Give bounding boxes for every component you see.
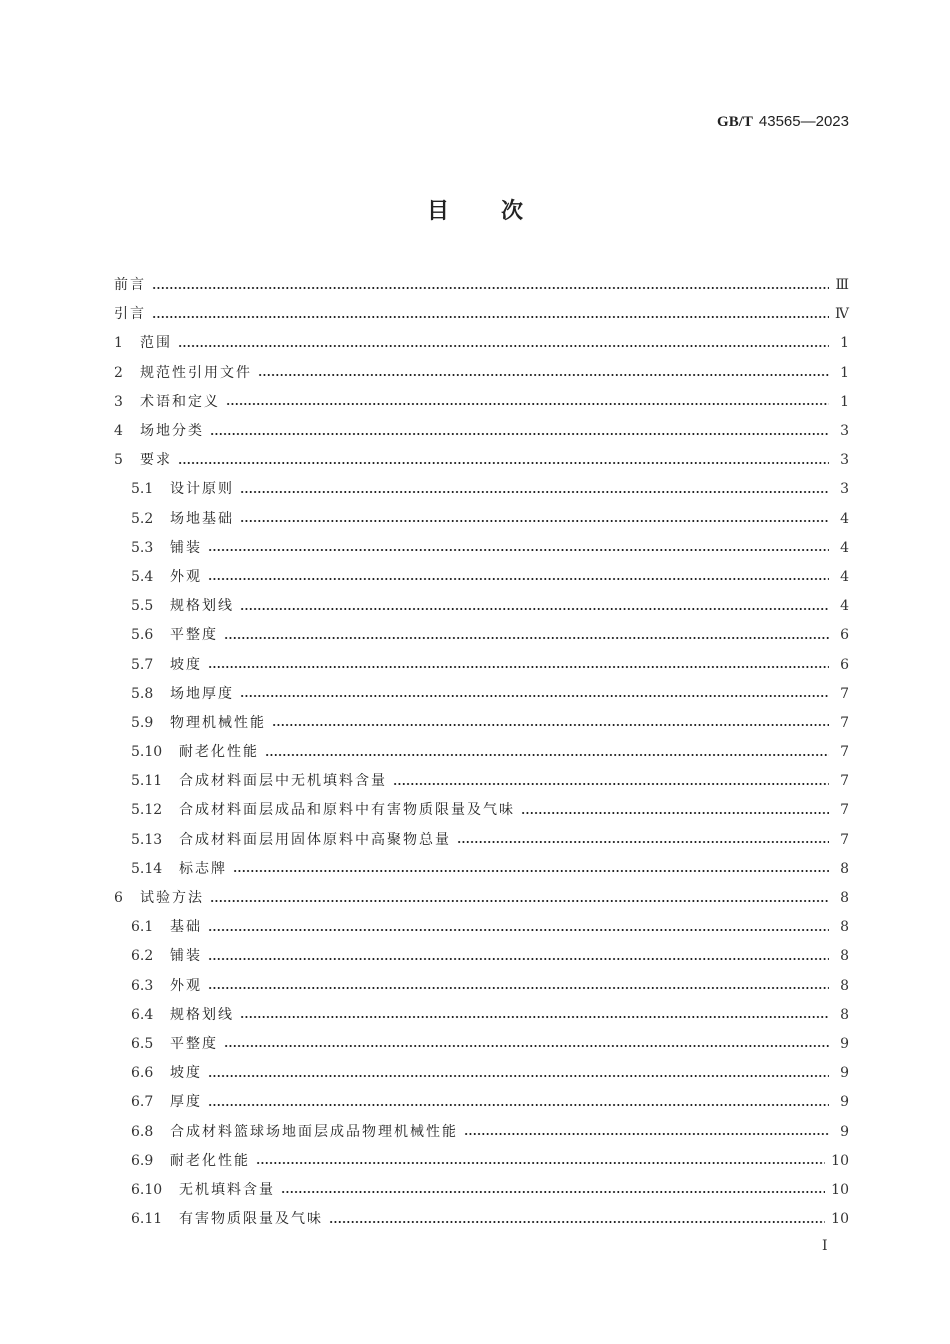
- toc-entry[interactable]: [114, 1059, 849, 1088]
- toc-entry-number: 5.6: [131, 627, 154, 644]
- toc-entry-number: 6.2: [131, 948, 154, 965]
- toc-entry-page: 1: [840, 364, 849, 381]
- toc-entry[interactable]: [114, 1030, 849, 1059]
- toc-entry-number: 5.10: [131, 744, 163, 761]
- dot-leader: [226, 403, 829, 405]
- toc-entry-number: 6.9: [131, 1152, 154, 1169]
- toc-entry-number: 5.2: [131, 510, 154, 527]
- toc-entry-title: 合成材料面层用固体原料中高聚物总量: [179, 831, 451, 848]
- toc-entry-page: 3: [840, 481, 849, 498]
- toc-entry-number: 6.8: [131, 1123, 154, 1140]
- dot-leader: [240, 520, 829, 522]
- toc-entry-page: 8: [840, 977, 849, 994]
- toc-entry-page: 8: [840, 890, 849, 907]
- dot-leader: [240, 608, 829, 610]
- toc-entry-number: 5: [114, 452, 123, 469]
- toc-entry-title: 耐老化性能: [170, 1152, 250, 1169]
- dot-leader: [208, 549, 829, 551]
- toc-entry-title: 物理机械性能: [170, 714, 266, 731]
- toc-entry[interactable]: [114, 534, 849, 563]
- toc-entry[interactable]: [114, 972, 849, 1001]
- toc-entry-title: 平整度: [170, 627, 218, 644]
- toc-entry-title: 耐老化性能: [179, 744, 259, 761]
- toc-entry-title: 规格划线: [170, 1006, 234, 1023]
- dot-leader: [208, 987, 829, 989]
- toc-entry-number: 5.4: [131, 568, 154, 585]
- standard-code: [717, 113, 849, 131]
- toc-entry[interactable]: [114, 650, 849, 679]
- toc-entry-title: 合成材料篮球场地面层成品物理机械性能: [170, 1123, 458, 1140]
- toc-entry-number: 6: [114, 890, 123, 907]
- toc-entry-number: 5.5: [131, 598, 154, 615]
- toc-entry-number: 5.12: [131, 802, 163, 819]
- dot-leader: [208, 666, 829, 668]
- toc-entry-number: 1: [114, 335, 123, 352]
- dot-leader: [210, 433, 829, 435]
- toc-entry[interactable]: [114, 826, 849, 855]
- toc-entry[interactable]: [114, 359, 849, 388]
- dot-leader: [208, 929, 829, 931]
- toc-entry[interactable]: [114, 913, 849, 942]
- dot-leader: [393, 783, 829, 785]
- toc-entry-page: 1: [840, 335, 849, 352]
- toc-entry-number: 5.9: [131, 714, 154, 731]
- table-of-contents: [114, 271, 849, 1234]
- toc-entry-page: 10: [831, 1211, 849, 1228]
- dot-leader: [272, 724, 829, 726]
- toc-entry-number: 5.8: [131, 685, 154, 702]
- toc-entry-page: 7: [840, 831, 849, 848]
- standard-prefix: GB/T: [717, 114, 753, 130]
- toc-entry-title: 场地基础: [170, 510, 234, 527]
- toc-entry-page: 6: [840, 656, 849, 673]
- toc-entry-title: 标志牌: [179, 860, 227, 877]
- dot-leader: [224, 637, 829, 639]
- toc-entry-title: 设计原则: [170, 481, 234, 498]
- toc-entry-page: 7: [840, 744, 849, 761]
- toc-entry-page: 8: [840, 1006, 849, 1023]
- toc-entry-page: 8: [840, 860, 849, 877]
- title-char-1: 目: [426, 199, 449, 224]
- toc-entry-page: 6: [840, 627, 849, 644]
- toc-entry[interactable]: [114, 475, 849, 504]
- toc-entry-page: 10: [831, 1152, 849, 1169]
- toc-entry-number: 3: [114, 393, 123, 410]
- toc-entry-title: 规格划线: [170, 598, 234, 615]
- toc-entry-title: 无机填料含量: [179, 1181, 275, 1198]
- dot-leader: [208, 578, 829, 580]
- dot-leader: [464, 1133, 829, 1135]
- dot-leader: [208, 1104, 829, 1106]
- toc-entry-number: 5.1: [131, 481, 154, 498]
- toc-entry[interactable]: [114, 592, 849, 621]
- toc-entry[interactable]: [114, 300, 849, 329]
- dot-leader: [240, 1016, 829, 1018]
- toc-entry-title: 平整度: [170, 1035, 218, 1052]
- toc-entry-page: 4: [840, 510, 849, 527]
- toc-entry[interactable]: [114, 1176, 849, 1205]
- toc-entry[interactable]: [114, 329, 849, 358]
- toc-entry[interactable]: [114, 388, 849, 417]
- dot-leader: [521, 812, 829, 814]
- toc-entry[interactable]: [114, 417, 849, 446]
- toc-entry-title: 外观: [170, 977, 202, 994]
- dot-leader: [178, 345, 829, 347]
- dot-leader: [152, 287, 829, 289]
- dot-leader: [208, 958, 829, 960]
- dot-leader: [210, 900, 829, 902]
- toc-entry[interactable]: [114, 1001, 849, 1030]
- toc-entry[interactable]: [114, 767, 849, 796]
- standard-number: 43565—2023: [758, 113, 849, 130]
- toc-entry-page: 7: [840, 714, 849, 731]
- toc-entry-number: 4: [114, 423, 123, 440]
- page-number: I: [822, 1238, 828, 1254]
- toc-entry[interactable]: [114, 738, 849, 767]
- toc-entry-page: 9: [840, 1123, 849, 1140]
- toc-entry[interactable]: [114, 855, 849, 884]
- toc-entry[interactable]: [114, 621, 849, 650]
- toc-entry-title: 规范性引用文件: [140, 364, 252, 381]
- toc-entry-number: 6.4: [131, 1006, 154, 1023]
- toc-entry-page: 4: [840, 568, 849, 585]
- toc-entry-number: 6.5: [131, 1035, 154, 1052]
- toc-entry-number: 6.1: [131, 919, 154, 936]
- toc-entry[interactable]: [114, 563, 849, 592]
- toc-entry-page: 9: [840, 1094, 849, 1111]
- toc-entry[interactable]: [114, 796, 849, 825]
- toc-entry-title: 合成材料面层成品和原料中有害物质限量及气味: [179, 802, 515, 819]
- toc-entry[interactable]: [114, 884, 849, 913]
- toc-entry-number: 5.13: [131, 831, 163, 848]
- dot-leader: [329, 1221, 825, 1223]
- toc-entry[interactable]: [114, 1147, 849, 1176]
- toc-entry-page: 3: [840, 423, 849, 440]
- toc-entry-number: 5.11: [131, 773, 163, 790]
- toc-entry[interactable]: [114, 942, 849, 971]
- toc-entry-page: 7: [840, 802, 849, 819]
- toc-entry-title: 外观: [170, 568, 202, 585]
- dot-leader: [224, 1045, 829, 1047]
- toc-entry-title: 范围: [140, 335, 172, 352]
- dot-leader: [256, 1162, 825, 1164]
- toc-entry-number: 6.11: [131, 1211, 163, 1228]
- toc-entry-number: 6.6: [131, 1065, 154, 1082]
- toc-entry-number: 5.14: [131, 860, 163, 877]
- dot-leader: [152, 316, 829, 318]
- toc-entry[interactable]: [114, 1205, 849, 1234]
- toc-entry-number: 6.7: [131, 1094, 154, 1111]
- toc-entry-page: 9: [840, 1035, 849, 1052]
- toc-entry-page: 1: [840, 393, 849, 410]
- toc-entry-title: 场地分类: [140, 423, 204, 440]
- toc-entry-page: Ⅳ: [835, 306, 849, 323]
- toc-entry-number: 2: [114, 364, 123, 381]
- dot-leader: [208, 1075, 829, 1077]
- toc-entry-number: 6.10: [131, 1181, 163, 1198]
- toc-entry-number: 6.3: [131, 977, 154, 994]
- dot-leader: [240, 695, 829, 697]
- dot-leader: [265, 754, 829, 756]
- toc-entry-title: 有害物质限量及气味: [179, 1211, 323, 1228]
- toc-entry-title: 坡度: [170, 1065, 202, 1082]
- toc-entry-number: 5.3: [131, 539, 154, 556]
- dot-leader: [178, 462, 829, 464]
- toc-entry-title: 坡度: [170, 656, 202, 673]
- toc-entry-number: 5.7: [131, 656, 154, 673]
- toc-entry-title: 术语和定义: [140, 393, 220, 410]
- toc-entry-page: 8: [840, 919, 849, 936]
- toc-entry-page: 4: [840, 539, 849, 556]
- toc-entry-page: 7: [840, 685, 849, 702]
- toc-entry-page: 3: [840, 452, 849, 469]
- toc-entry-title: 前言: [114, 277, 146, 294]
- toc-entry[interactable]: [114, 271, 849, 300]
- toc-entry-title: 基础: [170, 919, 202, 936]
- toc-entry[interactable]: [114, 1088, 849, 1117]
- toc-entry-title: 铺装: [170, 948, 202, 965]
- toc-entry[interactable]: [114, 680, 849, 709]
- dot-leader: [281, 1191, 825, 1193]
- toc-entry[interactable]: [114, 446, 849, 475]
- toc-entry-title: 引言: [114, 306, 146, 323]
- toc-entry-page: 4: [840, 598, 849, 615]
- title-char-2: 次: [501, 199, 524, 224]
- toc-entry[interactable]: [114, 505, 849, 534]
- toc-entry-title: 场地厚度: [170, 685, 234, 702]
- toc-entry-page: Ⅲ: [835, 277, 849, 294]
- toc-entry-page: 7: [840, 773, 849, 790]
- toc-entry-page: 9: [840, 1065, 849, 1082]
- toc-entry[interactable]: [114, 1117, 849, 1146]
- dot-leader: [258, 374, 829, 376]
- toc-entry[interactable]: [114, 709, 849, 738]
- toc-entry-title: 试验方法: [140, 890, 204, 907]
- dot-leader: [233, 870, 829, 872]
- page-title: [0, 194, 950, 225]
- toc-entry-page: 8: [840, 948, 849, 965]
- toc-entry-title: 要求: [140, 452, 172, 469]
- toc-entry-title: 厚度: [170, 1094, 202, 1111]
- toc-entry-title: 铺装: [170, 539, 202, 556]
- toc-entry-title: 合成材料面层中无机填料含量: [179, 773, 387, 790]
- toc-entry-page: 10: [831, 1181, 849, 1198]
- dot-leader: [240, 491, 829, 493]
- dot-leader: [457, 841, 829, 843]
